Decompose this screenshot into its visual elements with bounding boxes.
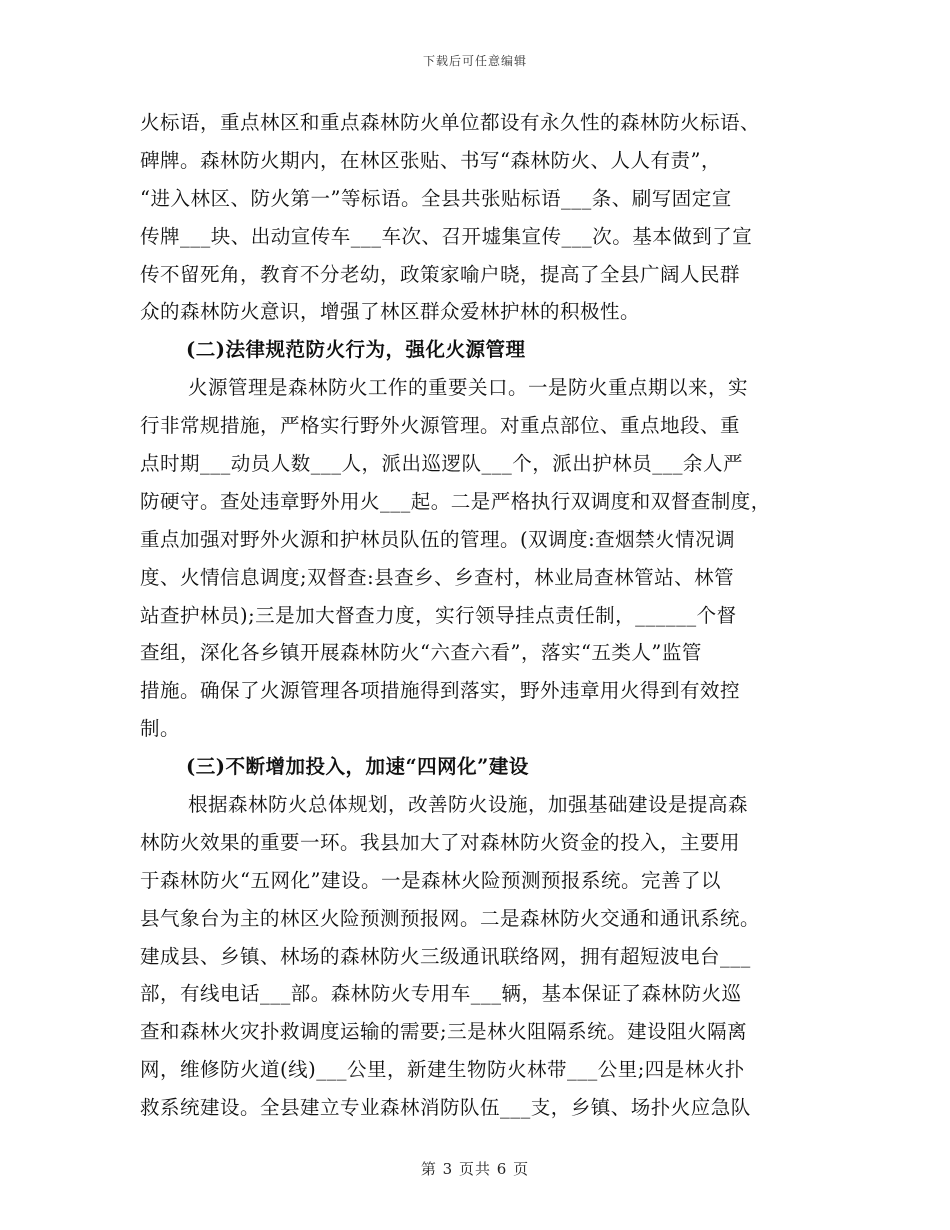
- text-line: 救系统建设。全县建立专业森林消防队伍___支，乡镇、场扑火应急队: [140, 1096, 751, 1120]
- text-line: 部，有线电话___部。森林防火专用车___辆，基本保证了森林防火巡: [140, 982, 742, 1006]
- section-heading: (三)不断增加投入，加速“四网化”建设: [186, 755, 529, 779]
- text-line: 度、火情信息调度;双督查:县查乡、乡查村，林业局查林管站、林管: [140, 565, 735, 589]
- text-line: 建成县、乡镇、林场的森林防火三级通讯联络网，拥有超短波电台___: [140, 944, 751, 968]
- page-footer: 第 3 页共 6 页: [420, 1160, 530, 1178]
- text-line: 制。: [140, 717, 181, 741]
- text-line: 火源管理是森林防火工作的重要关口。一是防火重点期以来，实: [188, 376, 749, 400]
- text-line: 重点加强对野外火源和护林员队伍的管理。(双调度:查烟禁火情况调: [140, 527, 736, 551]
- text-line: 措施。确保了火源管理各项措施得到落实，野外违章用火得到有效控: [140, 679, 741, 703]
- text-line: 众的森林防火意识，增强了林区群众爱林护林的积极性。: [140, 300, 641, 324]
- text-line: 行非常规措施，严格实行野外火源管理。对重点部位、重点地段、重: [140, 414, 741, 438]
- text-line: 县气象台为主的林区火险预测预报网。二是森林防火交通和通讯系统。: [140, 906, 761, 930]
- section-heading: (二)法律规范防火行为，强化火源管理: [186, 338, 526, 362]
- text-line: 点时期___动员人数___人，派出巡逻队___个，派出护林员___余人严: [140, 452, 744, 476]
- text-line: 防硬守。查处违章野外用火___起。二是严格执行双调度和双督查制度，: [140, 489, 771, 513]
- text-line: 林防火效果的重要一环。我县加大了对森林防火资金的投入，主要用: [140, 830, 741, 854]
- text-line: 传不留死角，教育不分老幼，政策家喻户晓，提高了全县广阔人民群: [140, 262, 741, 286]
- page-header: 下载后可任意编辑: [422, 54, 527, 68]
- text-line: 碑牌。森林防火期内，在林区张贴、书写“森林防火、人人有责”，: [140, 148, 721, 172]
- text-line: 火标语，重点林区和重点森林防火单位都设有永久性的森林防火标语、: [140, 111, 761, 134]
- text-line: 网，维修防火道(线)___公里，新建生物防火林带___公里;四是林火扑: [140, 1058, 745, 1082]
- text-line: 根据森林防火总体规划，改善防火设施，加强基础建设是提高森: [188, 793, 749, 817]
- text-line: 于森林防火“五网化”建设。一是森林火险预测预报系统。完善了以: [140, 868, 721, 892]
- text-line: 站查护林员);三是加大督查力度，实行领导挂点责任制，______个督: [140, 603, 737, 627]
- text-line: 传牌___块、出动宣传车___车次、召开墟集宣传___次。基本做到了宣: [140, 224, 753, 248]
- document-body: [140, 104, 812, 1127]
- text-line: “进入林区、防火第一”等标语。全县共张贴标语___条、刷写固定宣: [140, 186, 732, 210]
- text-line: 查组，深化各乡镇开展森林防火“六查六看”，落实“五类人”监管: [140, 641, 702, 665]
- text-line: 查和森林火灾扑救调度运输的需要;三是林火阻隔系统。建设阻火隔离: [140, 1020, 748, 1044]
